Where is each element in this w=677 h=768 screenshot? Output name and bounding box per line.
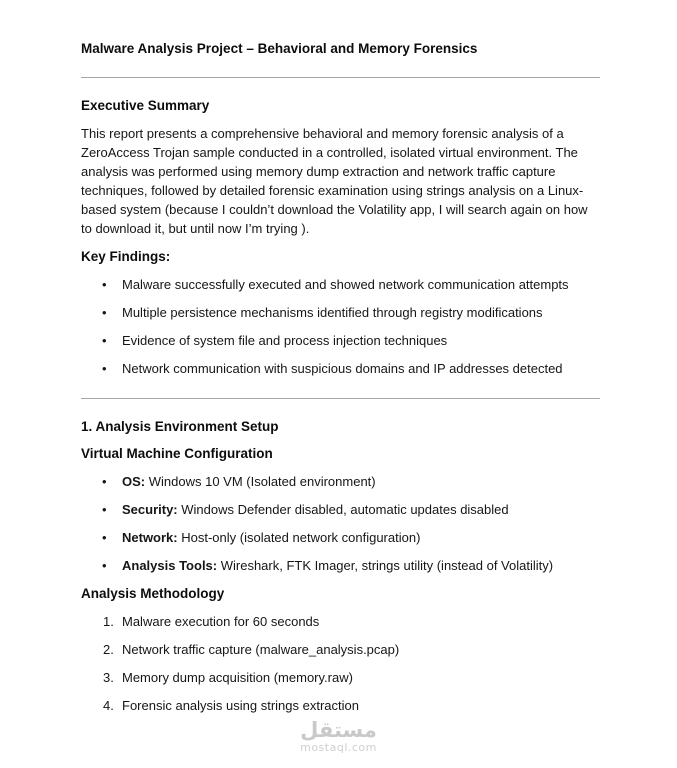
list-item-value: Host-only (isolated network configuration) <box>177 530 421 545</box>
list-item-text: Multiple persistence mechanisms identified through registry modifications <box>122 305 543 320</box>
list-item <box>81 472 600 491</box>
vm-configuration-heading: Virtual Machine Configuration <box>81 446 273 461</box>
section-divider <box>81 77 600 78</box>
list-item <box>81 640 600 659</box>
list-item <box>81 668 600 687</box>
list-number: 4. <box>103 698 114 713</box>
list-item-value: Wireshark, FTK Imager, strings utility (instead of Volatility) <box>217 558 554 573</box>
list-item <box>81 612 600 631</box>
list-item <box>81 303 600 322</box>
bullet-icon: • <box>102 277 107 292</box>
list-item-label: Network: <box>122 530 178 545</box>
key-findings-heading: Key Findings: <box>81 249 171 264</box>
list-number: 2. <box>103 642 114 657</box>
list-item-text: Network communication with suspicious domains and IP addresses detected <box>122 361 563 376</box>
bullet-icon: • <box>102 474 107 489</box>
bullet-icon: • <box>102 333 107 348</box>
list-item <box>81 500 600 519</box>
list-item-text: Evidence of system file and process injection techniques <box>122 333 448 348</box>
list-item-value: Windows 10 VM (Isolated environment) <box>145 474 376 489</box>
list-item <box>81 331 600 350</box>
bullet-icon: • <box>102 530 107 545</box>
section-divider <box>81 398 600 399</box>
list-item-label: OS: <box>122 474 146 489</box>
list-item-text <box>122 472 600 491</box>
list-item-text <box>122 556 600 575</box>
list-item-text: Network traffic capture (malware_analysis.pcap) <box>122 642 400 657</box>
list-item-label: Analysis Tools: <box>122 558 218 573</box>
analysis-methodology-heading: Analysis Methodology <box>81 586 225 601</box>
executive-summary-paragraph: This report presents a comprehensive behavioral and memory forensic analysis of a ZeroAccess Trojan sample conducted in a controlled, isolated virtual environment. The analysis was performed using memory dump extraction and network traffic capture techniques, followed by detailed forensic examination using strings analysis on a Linux-based system (because I couldn’t download the Volatility app, I will search again on how to download it, but until now I’m trying ). <box>81 126 588 236</box>
list-item-text: Memory dump acquisition (memory.raw) <box>122 670 353 685</box>
list-item-text: Forensic analysis using strings extraction <box>122 698 359 713</box>
vm-configuration-list <box>81 472 600 575</box>
analysis-methodology-list <box>81 612 600 715</box>
key-findings-list <box>81 275 600 378</box>
list-item-label: Security: <box>122 502 178 517</box>
watermark-arabic-text: مستقل <box>300 718 377 742</box>
list-item-text: Malware successfully executed and showed network communication attempts <box>122 277 569 292</box>
list-item <box>81 359 600 378</box>
bullet-icon: • <box>102 558 107 573</box>
executive-summary-heading: Executive Summary <box>81 98 210 113</box>
bullet-icon: • <box>102 502 107 517</box>
list-item-text <box>122 528 600 547</box>
section-1-heading: 1. Analysis Environment Setup <box>81 419 279 434</box>
list-item <box>81 556 600 575</box>
bullet-icon: • <box>102 361 107 376</box>
list-item <box>81 528 600 547</box>
list-item-text: Malware execution for 60 seconds <box>122 614 320 629</box>
bullet-icon: • <box>102 305 107 320</box>
list-number: 3. <box>103 670 114 685</box>
list-item <box>81 696 600 715</box>
list-number: 1. <box>103 614 114 629</box>
watermark-domain-text: mostaql.com <box>300 741 377 754</box>
list-item <box>81 275 600 294</box>
list-item-value: Windows Defender disabled, automatic updates disabled <box>177 502 509 517</box>
list-item-text <box>122 500 600 519</box>
watermark <box>0 719 677 754</box>
document-title: Malware Analysis Project – Behavioral and Memory Forensics <box>81 41 478 56</box>
